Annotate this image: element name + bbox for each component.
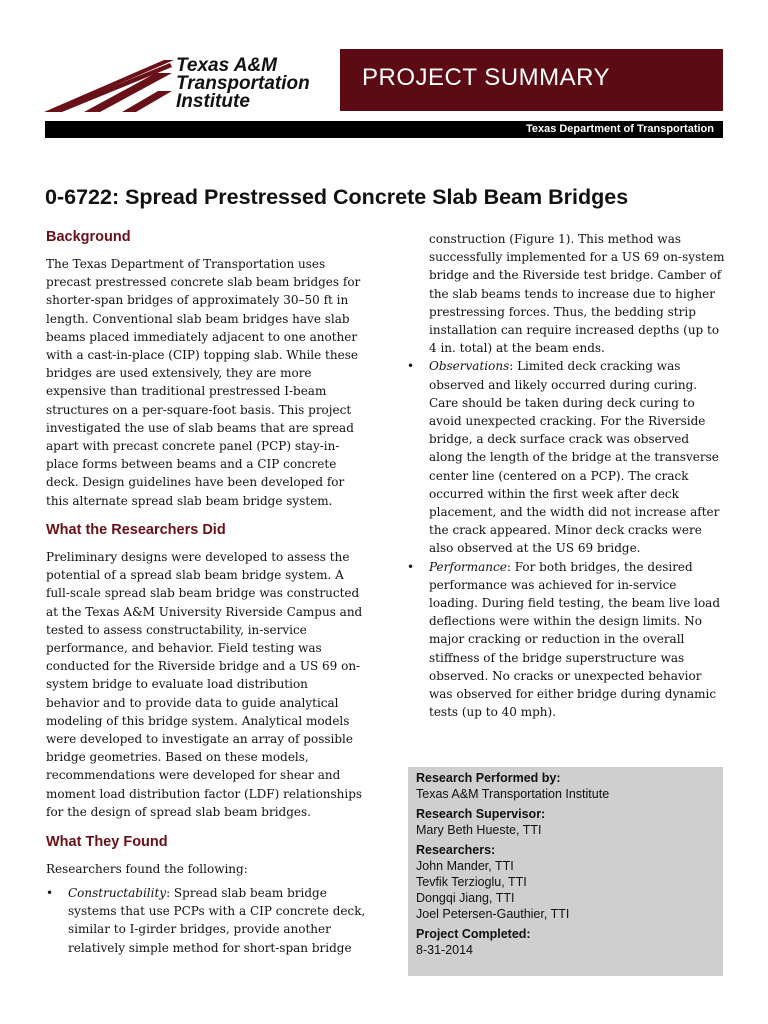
performed-label: Research Performed by:: [416, 771, 561, 785]
found-bullets-right: [407, 230, 725, 721]
bullet-text: : Spread slab beam bridge systems that use PCPs with a CIP concrete deck, similar to I-girder bridges, provide another relatively simple method for short-span bridge: [68, 886, 366, 955]
researchers-did-paragraph: Preliminary designs were developed to assess the potential of a spread slab beam bridge system. A full-scale spread slab beam bridge was constructed at the Texas A&M University Riverside Campus and tested to assess constructability, in-service performance, and behavior. Field testing was conducted for the Riverside bridge and a US 69 on-system bridge to evaluate load distribution behavior and to provide data to guide analytical modeling of this bridge system. Analytical models were developed to investigate an array of possible bridge geometries. Based on these models, recommendations were developed for shear and moment load distribution factor (LDF) relationships for the design of spread slab beam bridges.: [46, 550, 363, 819]
project-info-box: [408, 767, 723, 976]
bullet-text: : Limited deck cracking was observed and likely occurred during curing. Care should be taken during deck curing to avoid unexpected cracking. For the Riverside bridge, a deck surface crack was observed along the length of the bridge at the transverse center line (centered on a PCP). The crack occurred within the first week after deck placement, and the width did not increase after the crack appeared. Minor deck cracks were also observed at the US 69 bridge.: [429, 359, 720, 556]
heading-background: Background: [46, 229, 131, 245]
bullet-constructability: [46, 884, 366, 957]
bullet-performance: [407, 558, 725, 722]
agency-name: Texas Department of Transportation: [525, 123, 714, 135]
logo-line-1: Texas A&M: [176, 55, 278, 76]
researcher-item: Joel Petersen-Gauthier, TTI: [416, 907, 570, 921]
banner-title: PROJECT SUMMARY: [362, 64, 610, 91]
heading-found: What They Found: [46, 834, 168, 850]
researcher-item: Dongqi Jiang, TTI: [416, 891, 515, 905]
found-intro-text: Researchers found the following:: [46, 862, 248, 876]
bullet-icon: •: [46, 886, 54, 900]
bullet-term: Constructability: [68, 886, 167, 900]
background-paragraph: The Texas Department of Transportation uses precast prestressed concrete slab beam bridges for shorter-span bridges of approximately 30–50 ft in length. Conventional slab beam bridges have slab beams placed immediately adjacent to one another with a cast-in-place (CIP) topping slab. While these bridges are used extensively, they are more expensive than traditional prestressed I-beam structures on a per-square-foot basis. This project investigated the use of slab beams that are spread apart with precast concrete panel (PCP) stay-in-place forms between beams and a CIP concrete deck. Design guidelines have been developed for this alternate spread slab beam bridge system.: [46, 257, 361, 508]
bullet-observations: [407, 357, 725, 557]
logo-line-3: Institute: [176, 91, 250, 112]
bullet-icon: •: [407, 359, 415, 374]
researcher-item: Tevfik Terzioglu, TTI: [416, 875, 527, 889]
bullet-term: Observations: [429, 359, 510, 374]
found-bullets-left: [46, 884, 366, 957]
page-title: 0-6722: Spread Prestressed Concrete Slab Beam Bridges: [45, 185, 629, 209]
performed-value: Texas A&M Transportation Institute: [416, 787, 610, 801]
logo-wordmark: [176, 57, 310, 111]
researchers-label: Researchers:: [416, 843, 496, 857]
researchers-did-text: [46, 548, 364, 821]
bullet-continuation: construction (Figure 1). This method was successfully implemented for a US 69 on-system bridge and the Riverside test bridge. Camber of the slab beams tends to increase due to higher prestressing forces. Thus, the bedding strip installation can require increased depths (up to 4 in. total) at the beam ends.: [429, 232, 725, 356]
heading-researchers-did: What the Researchers Did: [46, 522, 226, 538]
bullet-text: : For both bridges, the desired performance was achieved for in-service loading. During field testing, the beam live load deflections were within the design limits. No major cracking or reduction in the overall stiffness of the bridge superstructure was observed. No cracks or unexpected behavior was observed for either bridge during dynamic tests (up to 40 mph).: [429, 559, 721, 720]
bullet-icon: •: [407, 559, 415, 574]
found-intro: [46, 860, 364, 878]
supervisor-value: Mary Beth Hueste, TTI: [416, 823, 542, 837]
logo-line-2: Transportation: [176, 73, 310, 94]
completed-label: Project Completed:: [416, 927, 531, 941]
background-text: [46, 255, 364, 510]
researcher-item: John Mander, TTI: [416, 859, 514, 873]
completed-value: 8-31-2014: [416, 943, 473, 957]
supervisor-label: Research Supervisor:: [416, 807, 546, 821]
bullet-term: Performance: [429, 559, 507, 574]
